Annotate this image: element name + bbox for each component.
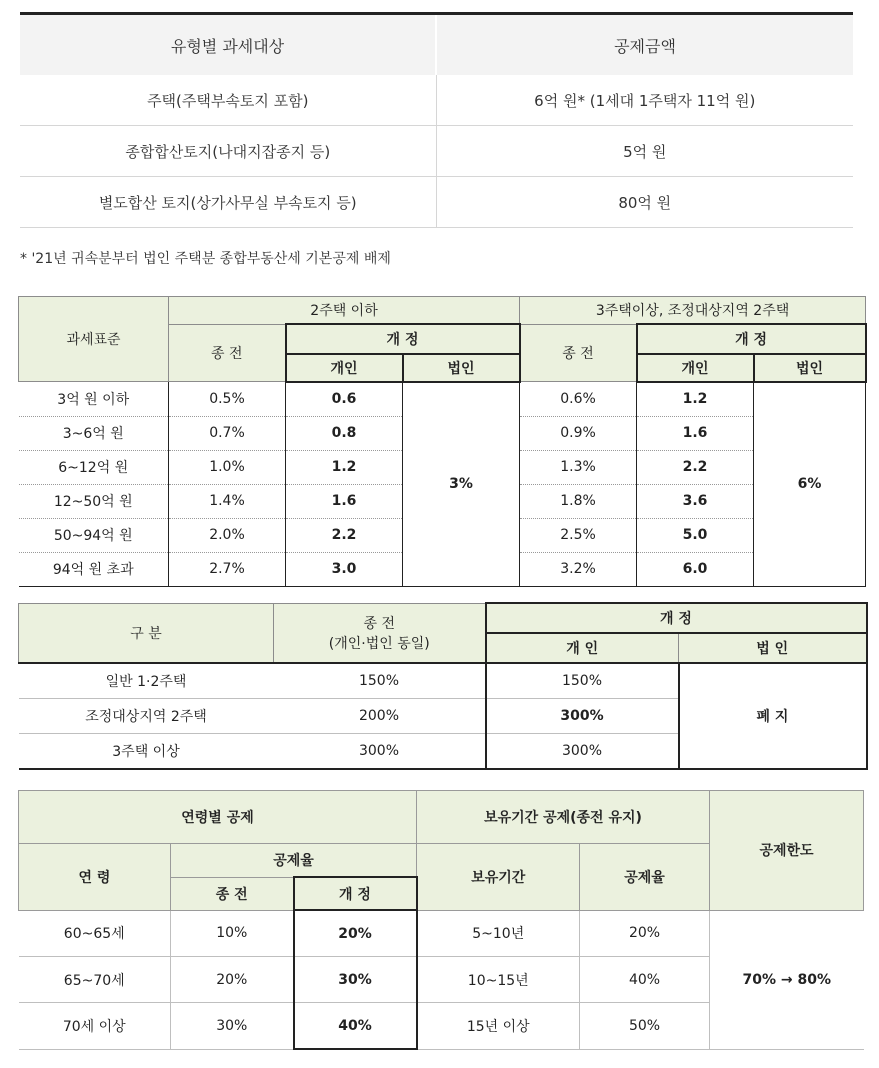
- cell: 5~10년: [417, 910, 580, 957]
- cell: 0.6: [286, 382, 403, 417]
- cell: 6억 원* (1세대 1주택자 11억 원): [436, 75, 853, 126]
- footnote: * '21년 귀속분부터 법인 주택분 종합부동산세 기본공제 배제: [20, 251, 391, 267]
- cell: 60~65세: [19, 910, 171, 957]
- cell: 30%: [171, 1003, 294, 1050]
- cell: 2.2: [286, 518, 403, 552]
- header-rate: 공제율: [171, 844, 417, 878]
- cell: 20%: [171, 957, 294, 1003]
- header-before-sub: (개인·법인 동일): [328, 635, 430, 652]
- header-tax-base: 과세표준: [19, 297, 169, 382]
- cell: 10%: [171, 910, 294, 957]
- cell: 주택(주택부속토지 포함): [20, 75, 436, 126]
- header-individual: 개인: [286, 354, 403, 382]
- cell: 300%: [486, 734, 679, 770]
- cell: 5.0: [637, 518, 754, 552]
- header-individual: 개인: [637, 354, 754, 382]
- header-revised: 개 정: [486, 603, 867, 633]
- cell: 1.6: [286, 484, 403, 518]
- cell: 80억 원: [436, 177, 853, 228]
- cell: 2.5%: [520, 518, 637, 552]
- deduction-limit-value: 70% → 80%: [710, 910, 864, 1049]
- header-age-deduction: 연령별 공제: [19, 791, 417, 844]
- cell: 12~50억 원: [19, 484, 169, 518]
- cell: 1.2: [286, 450, 403, 484]
- header-before: 종 전: [169, 324, 286, 382]
- header-revised: 개 정: [637, 324, 866, 354]
- header-deduction-limit: 공제한도: [710, 791, 864, 911]
- cell: 0.9%: [520, 416, 637, 450]
- header-before-label: 종 전: [363, 615, 395, 632]
- cell: 200%: [274, 699, 486, 734]
- header-revised: 개 정: [294, 877, 417, 910]
- cell: 3.6: [637, 484, 754, 518]
- cell: 6~12억 원: [19, 450, 169, 484]
- cell: 40%: [580, 957, 710, 1003]
- cell: 0.5%: [169, 382, 286, 417]
- table-row: [20, 177, 853, 228]
- cell: 0.6%: [520, 382, 637, 417]
- cell: 1.4%: [169, 484, 286, 518]
- header-three-or-more: 3주택이상, 조정대상지역 2주택: [520, 297, 866, 325]
- corp-rate-1: 3%: [403, 382, 520, 587]
- cell: 3.0: [286, 552, 403, 586]
- table-row: [20, 126, 853, 177]
- header-before: 종 전: [171, 877, 294, 910]
- cell: 3.2%: [520, 552, 637, 586]
- cell: 50%: [580, 1003, 710, 1050]
- cell: 20%: [580, 910, 710, 957]
- cell: 2.0%: [169, 518, 286, 552]
- cell: 70세 이상: [19, 1003, 171, 1050]
- cell: 1.6: [637, 416, 754, 450]
- cell: 5억 원: [436, 126, 853, 177]
- header-category: 구 분: [19, 603, 274, 663]
- header-revised: 개 정: [286, 324, 520, 354]
- cell: 65~70세: [19, 957, 171, 1003]
- header-holding-deduction: 보유기간 공제(종전 유지): [417, 791, 710, 844]
- cell: 15년 이상: [417, 1003, 580, 1050]
- table-row: [19, 382, 866, 417]
- header-period: 보유기간: [417, 844, 580, 911]
- cell: 300%: [486, 699, 679, 734]
- header-corporation: 법인: [403, 354, 520, 382]
- cell: 1.2: [637, 382, 754, 417]
- header-before: [274, 603, 486, 663]
- cell: 3억 원 이하: [19, 382, 169, 417]
- cell: 40%: [294, 1003, 417, 1050]
- header-before: 종 전: [520, 324, 637, 382]
- cell: 150%: [274, 663, 486, 699]
- tax-burden-cap-table: [18, 602, 868, 770]
- cell: 종합합산토지(나대지잡종지 등): [20, 126, 436, 177]
- header-age: 연 령: [19, 844, 171, 911]
- table-row: [20, 75, 853, 126]
- corp-abolished: 폐 지: [679, 663, 867, 769]
- cell: 별도합산 토지(상가사무실 부속토지 등): [20, 177, 436, 228]
- deduction-table: [18, 790, 864, 1050]
- cell: 1.3%: [520, 450, 637, 484]
- header-corporation: 법 인: [679, 633, 867, 663]
- cell: 30%: [294, 957, 417, 1003]
- cell: 일반 1·2주택: [19, 663, 274, 699]
- cell: 20%: [294, 910, 417, 957]
- cell: 94억 원 초과: [19, 552, 169, 586]
- header-deduction-amount: 공제금액: [436, 14, 853, 76]
- cell: 3주택 이상: [19, 734, 274, 770]
- table-row: [19, 663, 867, 699]
- corp-rate-2: 6%: [754, 382, 866, 587]
- header-two-or-fewer: 2주택 이하: [169, 297, 520, 325]
- cell: 150%: [486, 663, 679, 699]
- cell: 10~15년: [417, 957, 580, 1003]
- cell: 0.7%: [169, 416, 286, 450]
- cell: 1.8%: [520, 484, 637, 518]
- header-individual: 개 인: [486, 633, 679, 663]
- cell: 6.0: [637, 552, 754, 586]
- cell: 2.7%: [169, 552, 286, 586]
- header-rate: 공제율: [580, 844, 710, 911]
- header-corporation: 법인: [754, 354, 866, 382]
- cell: 조정대상지역 2주택: [19, 699, 274, 734]
- cell: 50~94억 원: [19, 518, 169, 552]
- cell: 1.0%: [169, 450, 286, 484]
- cell: 2.2: [637, 450, 754, 484]
- cell: 300%: [274, 734, 486, 770]
- cell: 3~6억 원: [19, 416, 169, 450]
- cell: 0.8: [286, 416, 403, 450]
- header-taxable-type: 유형별 과세대상: [20, 14, 436, 76]
- deduction-amount-table: [20, 12, 853, 228]
- tax-rate-table: [18, 296, 867, 587]
- table-row: [19, 910, 864, 957]
